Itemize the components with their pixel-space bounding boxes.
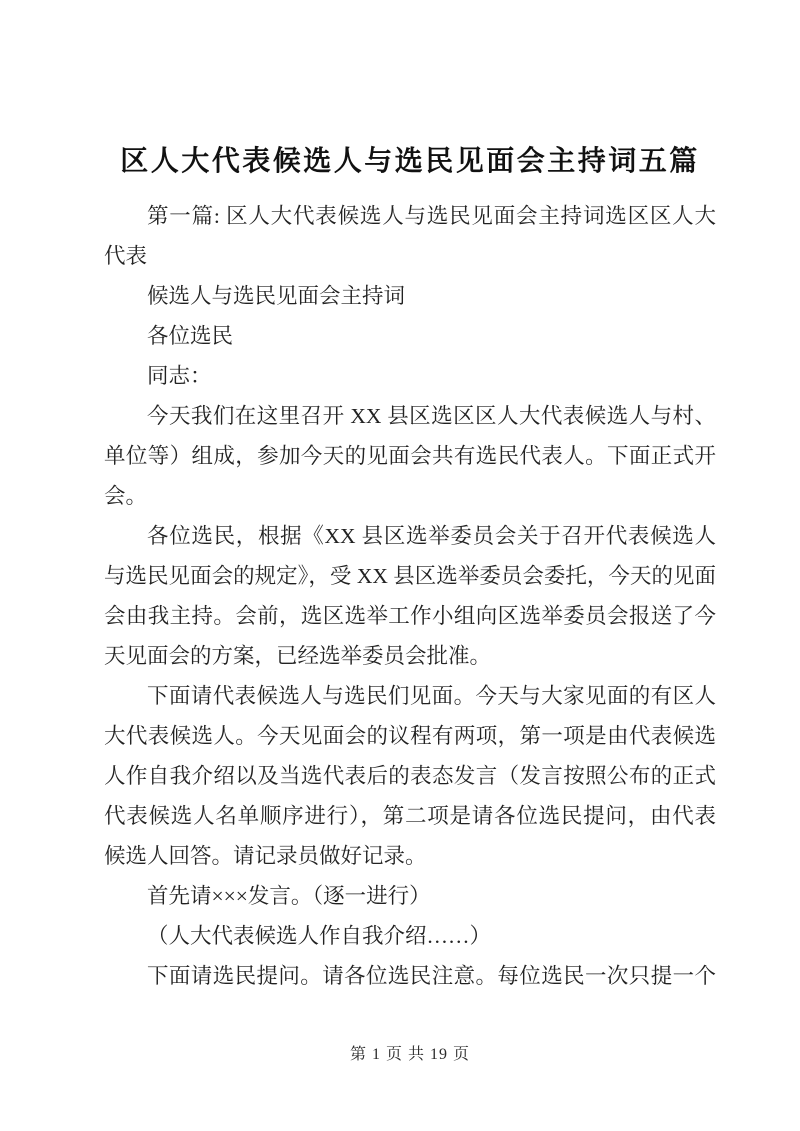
text-line: 大代表候选人。今天见面会的议程有两项，第一项是由代表候选 <box>104 724 716 748</box>
text-line: 同志： <box>147 364 212 388</box>
text-line: 代表 <box>104 244 148 268</box>
text-line: 各位选民，根据《XX 县区选举委员会关于召开代表候选人 <box>147 524 716 548</box>
document-body <box>104 140 716 996</box>
text-line: 各位选民 <box>147 324 234 348</box>
text-line: 候选人与选民见面会主持词 <box>147 284 406 308</box>
document-title: 区人大代表候选人与选民见面会主持词五篇 <box>120 146 700 177</box>
text-line: 第一篇: 区人大代表候选人与选民见面会主持词选区区人大 <box>147 204 716 228</box>
text-line: 单位等）组成，参加今天的见面会共有选民代表人。下面正式开 <box>104 444 716 468</box>
text-line: 会由我主持。会前，选区选举工作小组向区选举委员会报送了今 <box>104 604 716 628</box>
text-line: 今天我们在这里召开 XX 县区选区区人大代表候选人与村、 <box>147 404 716 428</box>
text-line: 候选人回答。请记录员做好记录。 <box>104 844 427 868</box>
text-line: 会。 <box>104 484 148 508</box>
text-line: 代表候选人名单顺序进行），第二项是请各位选民提问，由代表 <box>104 804 716 828</box>
text-line: 下面请选民提问。请各位选民注意。每位选民一次只提一个 <box>147 964 716 988</box>
text-line: （人大代表候选人作自我介绍……） <box>147 924 492 948</box>
text-line: 首先请×××发言。（逐一进行） <box>147 884 431 908</box>
text-line: 人作自我介绍以及当选代表后的表态发言（发言按照公布的正式 <box>104 764 716 788</box>
text-line: 与选民见面会的规定》，受 XX 县区选举委员会委托，今天的见面 <box>104 564 716 588</box>
body-lines <box>104 196 716 996</box>
page-number-footer: 第 1 页 共 19 页 <box>349 1046 470 1063</box>
text-line: 天见面会的方案，已经选举委员会批准。 <box>104 644 492 668</box>
text-line: 下面请代表候选人与选民们见面。今天与大家见面的有区人 <box>147 684 716 708</box>
